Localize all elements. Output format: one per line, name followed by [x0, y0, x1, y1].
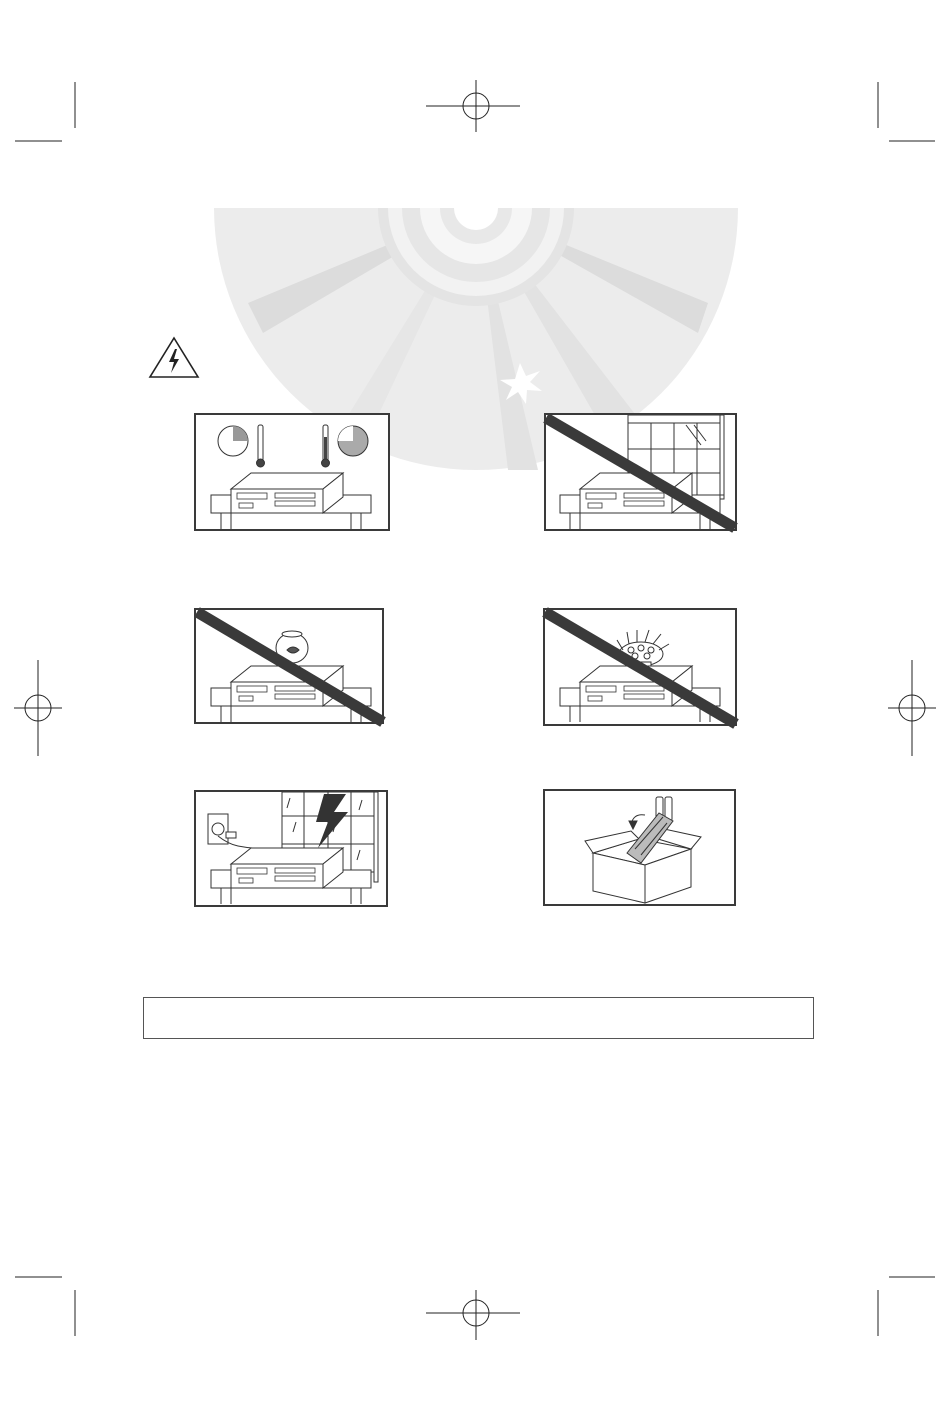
panel-lightning — [194, 790, 388, 907]
panel-temperature — [194, 413, 390, 531]
registration-target-top — [426, 80, 526, 140]
plant-icon — [545, 610, 737, 726]
registration-target-bottom — [426, 1290, 526, 1350]
registration-target-right — [888, 660, 938, 760]
note-box — [143, 997, 814, 1039]
registration-target-left — [14, 660, 64, 760]
panel-plant — [543, 608, 737, 726]
fishbowl-icon — [196, 610, 384, 724]
window-icon — [546, 415, 737, 531]
remote-batteries-icon — [545, 791, 736, 906]
panel-window — [544, 413, 737, 531]
lightning-icon — [196, 792, 388, 907]
panel-remote-batteries — [543, 789, 736, 906]
high-voltage-warning-icon — [148, 336, 200, 380]
temperature-gauge-icon — [196, 415, 390, 531]
panel-fishbowl — [194, 608, 384, 724]
